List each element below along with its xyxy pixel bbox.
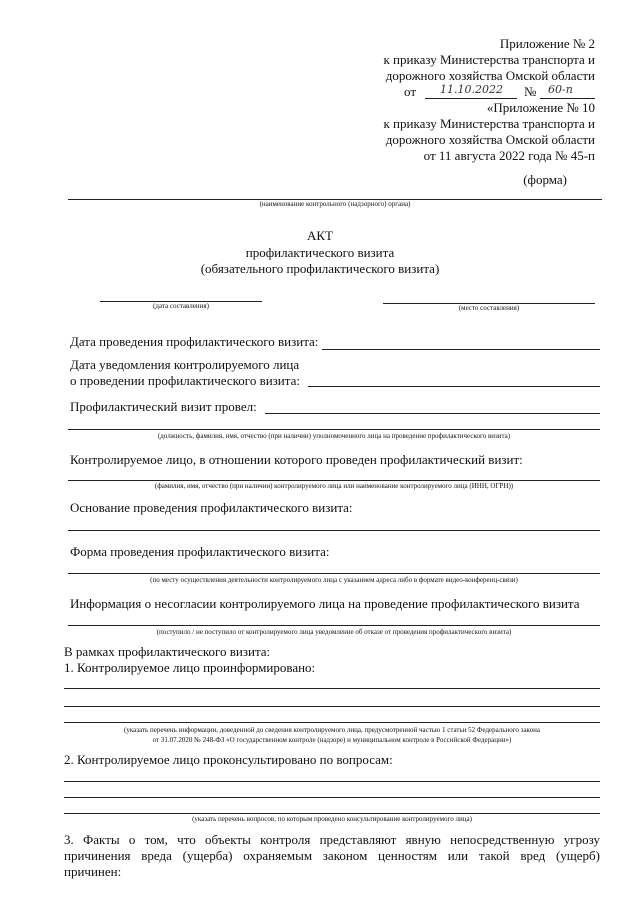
inspector-caption: (должность, фамилия, имя, отчество (при наличии) уполномоченного лица на проведение профилактического визита): [157, 432, 511, 440]
item2-line: [64, 781, 600, 782]
item3-text-2: причинения вреда (ущерба) охраняемым законом ценностям или такой вред (ущерб): [64, 848, 600, 863]
basis-label: Основание проведения профилактического визита:: [70, 500, 353, 515]
order2-line: к приказу Министерства транспорта и: [383, 116, 595, 131]
act-subtitle-2: (обязательного профилактического визита): [200, 261, 440, 276]
item1-label: 1. Контролируемое лицо проинформировано:: [64, 660, 316, 675]
item3-text-3: причинен:: [64, 864, 122, 879]
form-label: (форма): [523, 172, 567, 187]
conducted-by-line: [265, 413, 600, 414]
date-compiled-caption: (дата составления): [153, 302, 209, 310]
refusal-line: [68, 625, 600, 626]
visit-form-caption: (по месту осуществления деятельности контролируемого лица с указанием адреса либо в формате видео-конференц-связи): [150, 576, 518, 584]
controlled-person-line: [68, 480, 600, 481]
questions-caption: (указать перечень вопросов, по которым проведено консультирование контролируемого лица): [192, 815, 472, 823]
info-list-caption-2: от 31.07.2020 № 248-ФЗ «О государственном контроле (надзоре) и муниципальном контроле в Российской Федерации»): [152, 736, 512, 744]
handwritten-number: 60-п: [548, 83, 573, 96]
item2-label: 2. Контролируемое лицо проконсультировано по вопросам:: [64, 752, 393, 767]
visit-form-label: Форма проведения профилактического визита:: [70, 544, 330, 559]
controlled-person-caption: (фамилия, имя, отчество (при наличии) контролируемого лица или наименование контролируемого лица (ИНН, ОГРН)): [154, 482, 514, 490]
appendix-title: Приложение № 2: [499, 36, 595, 51]
organ-caption: (наименование контрольного (надзорного) органа): [259, 200, 411, 208]
controlled-person-label: Контролируемое лицо, в отношении которого проведен профилактический визит:: [70, 452, 523, 467]
item1-line: [64, 706, 600, 707]
appendix10-title: «Приложение № 10: [486, 100, 595, 115]
visit-form-line: [68, 573, 600, 574]
refusal-label: Информация о несогласии контролируемого лица на проведение профилактического визита: [70, 596, 580, 611]
notice-date-label-2: о проведении профилактического визита:: [70, 373, 300, 388]
item1-line: [64, 688, 600, 689]
act-title: АКТ: [307, 228, 333, 243]
order-line: к приказу Министерства транспорта и: [383, 52, 595, 67]
handwritten-date: 11.10.2022: [440, 83, 503, 96]
info-list-caption: (указать перечень информации, доведенной до сведения контролируемого лица, предусмотренной частью 1 статьи 52 Федерального закона: [124, 726, 540, 734]
from-label: от: [404, 84, 417, 99]
order2-date: от 11 августа 2022 года № 45-п: [423, 148, 595, 163]
refusal-caption: (поступило / не поступило от контролируемого лица уведомление об отказе от проведения профилактического визита): [156, 628, 512, 636]
basis-line: [68, 530, 600, 531]
item3-text: 3. Факты о том, что объекты контроля представляют явную непосредственную угрозу: [64, 832, 600, 847]
order2-line: дорожного хозяйства Омской области: [385, 132, 595, 147]
item1-line: [64, 722, 600, 723]
visit-date-line: [322, 349, 600, 350]
order-line: дорожного хозяйства Омской области: [385, 68, 595, 83]
notice-date-line: [308, 386, 600, 387]
place-compiled-caption: (место составления): [458, 304, 520, 312]
item2-line: [64, 797, 600, 798]
number-underline: [540, 98, 595, 99]
date-underline: [425, 98, 517, 99]
notice-date-label: Дата уведомления контролируемого лица: [70, 357, 300, 372]
visit-date-label: Дата проведения профилактического визита:: [70, 334, 319, 349]
conducted-by-line-2: [68, 429, 600, 430]
number-label: №: [524, 84, 537, 99]
within-heading: В рамках профилактического визита:: [64, 644, 271, 659]
act-subtitle: профилактического визита: [245, 245, 395, 260]
conducted-by-label: Профилактический визит провел:: [70, 399, 257, 414]
item2-line: [64, 813, 600, 814]
